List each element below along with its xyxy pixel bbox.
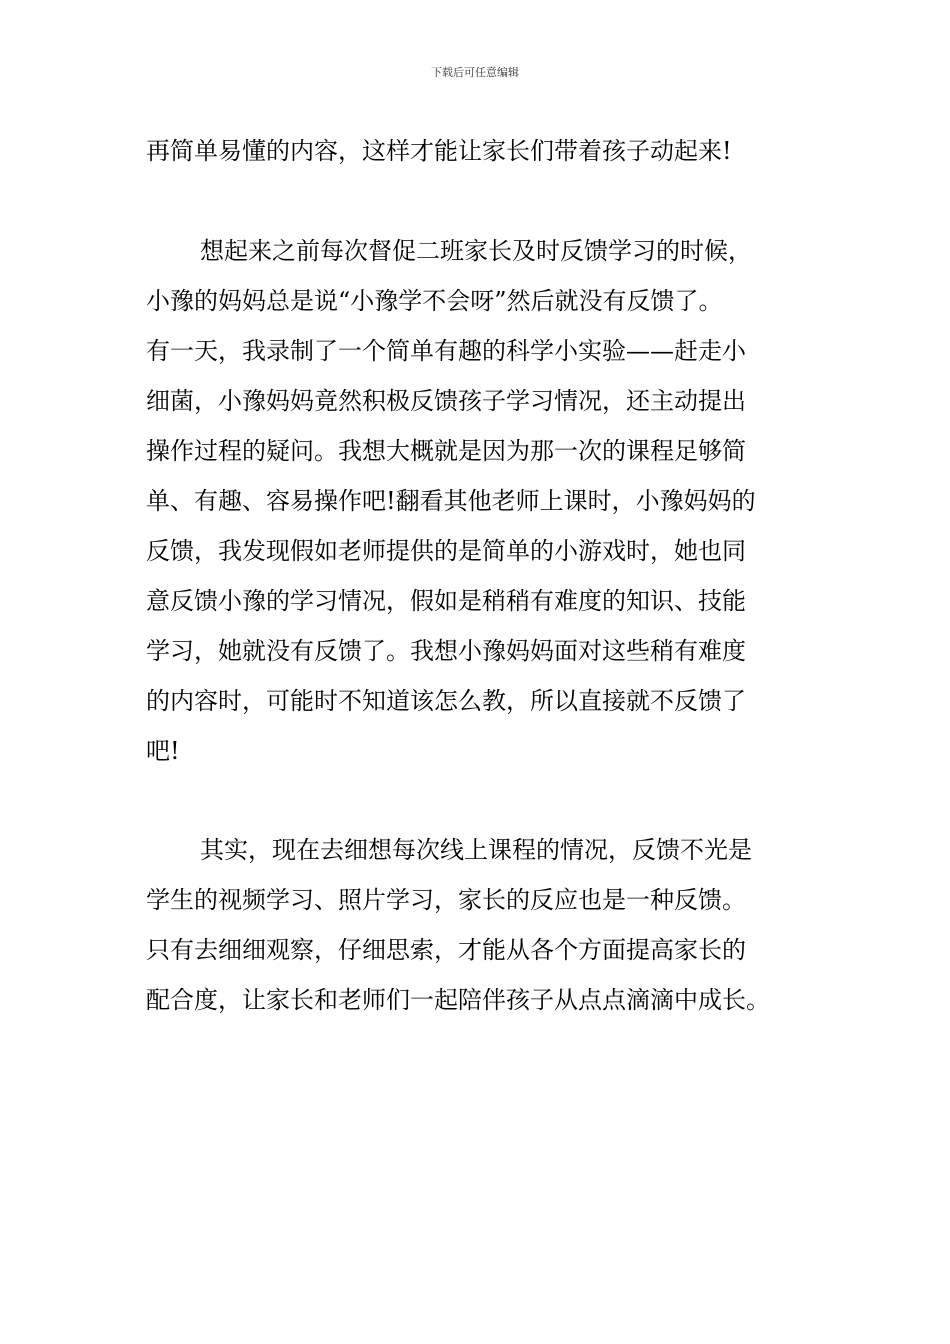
paragraph-line: 细菌，小豫妈妈竟然积极反馈孩子学习情况，还主动提出 (146, 387, 746, 415)
paragraph-line: 其实，现在去细想每次线上课程的情况，反馈不光是 (200, 836, 752, 864)
paragraph-line: 想起来之前每次督促二班家长及时反馈学习的时候， (200, 237, 752, 265)
paragraph-line: 意反馈小豫的学习情况，假如是稍稍有难度的知识、技能 (146, 587, 746, 615)
paragraph-line: 单、有趣、容易操作吧!翻看其他老师上课时，小豫妈妈的 (146, 487, 756, 515)
paragraph-line: 配合度，让家长和老师们一起陪伴孩子从点点滴滴中成长。 (146, 986, 770, 1014)
paragraph-line: 只有去细细观察，仔细思索，才能从各个方面提高家长的 (146, 936, 746, 964)
paragraph-1 (146, 126, 808, 176)
paragraph-line: 吧! (146, 737, 180, 765)
paragraph-line: 再简单易懂的内容，这样才能让家长们带着孩子动起来! (146, 137, 732, 165)
paragraph-line: 学生的视频学习、照片学习，家长的反应也是一种反馈。 (146, 886, 746, 914)
paragraph-line: 的内容时，可能时不知道该怎么教，所以直接就不反馈了 (146, 687, 746, 715)
paragraph-line: 有一天，我录制了一个简单有趣的科学小实验——赶走小 (146, 337, 746, 365)
paragraph-line: 操作过程的疑问。我想大概就是因为那一次的课程足够简 (146, 437, 746, 465)
paragraph-3 (146, 825, 808, 1025)
paragraph-line: 反馈，我发现假如老师提供的是简单的小游戏时，她也同 (146, 537, 746, 565)
paragraph-line: 学习，她就没有反馈了。我想小豫妈妈面对这些稍有难度 (146, 637, 746, 665)
paragraph-2 (146, 226, 808, 776)
paragraph-line: 小豫的妈妈总是说“小豫学不会呀”然后就没有反馈了。 (146, 287, 723, 315)
page-header: 下载后可任意编辑 (431, 66, 519, 79)
